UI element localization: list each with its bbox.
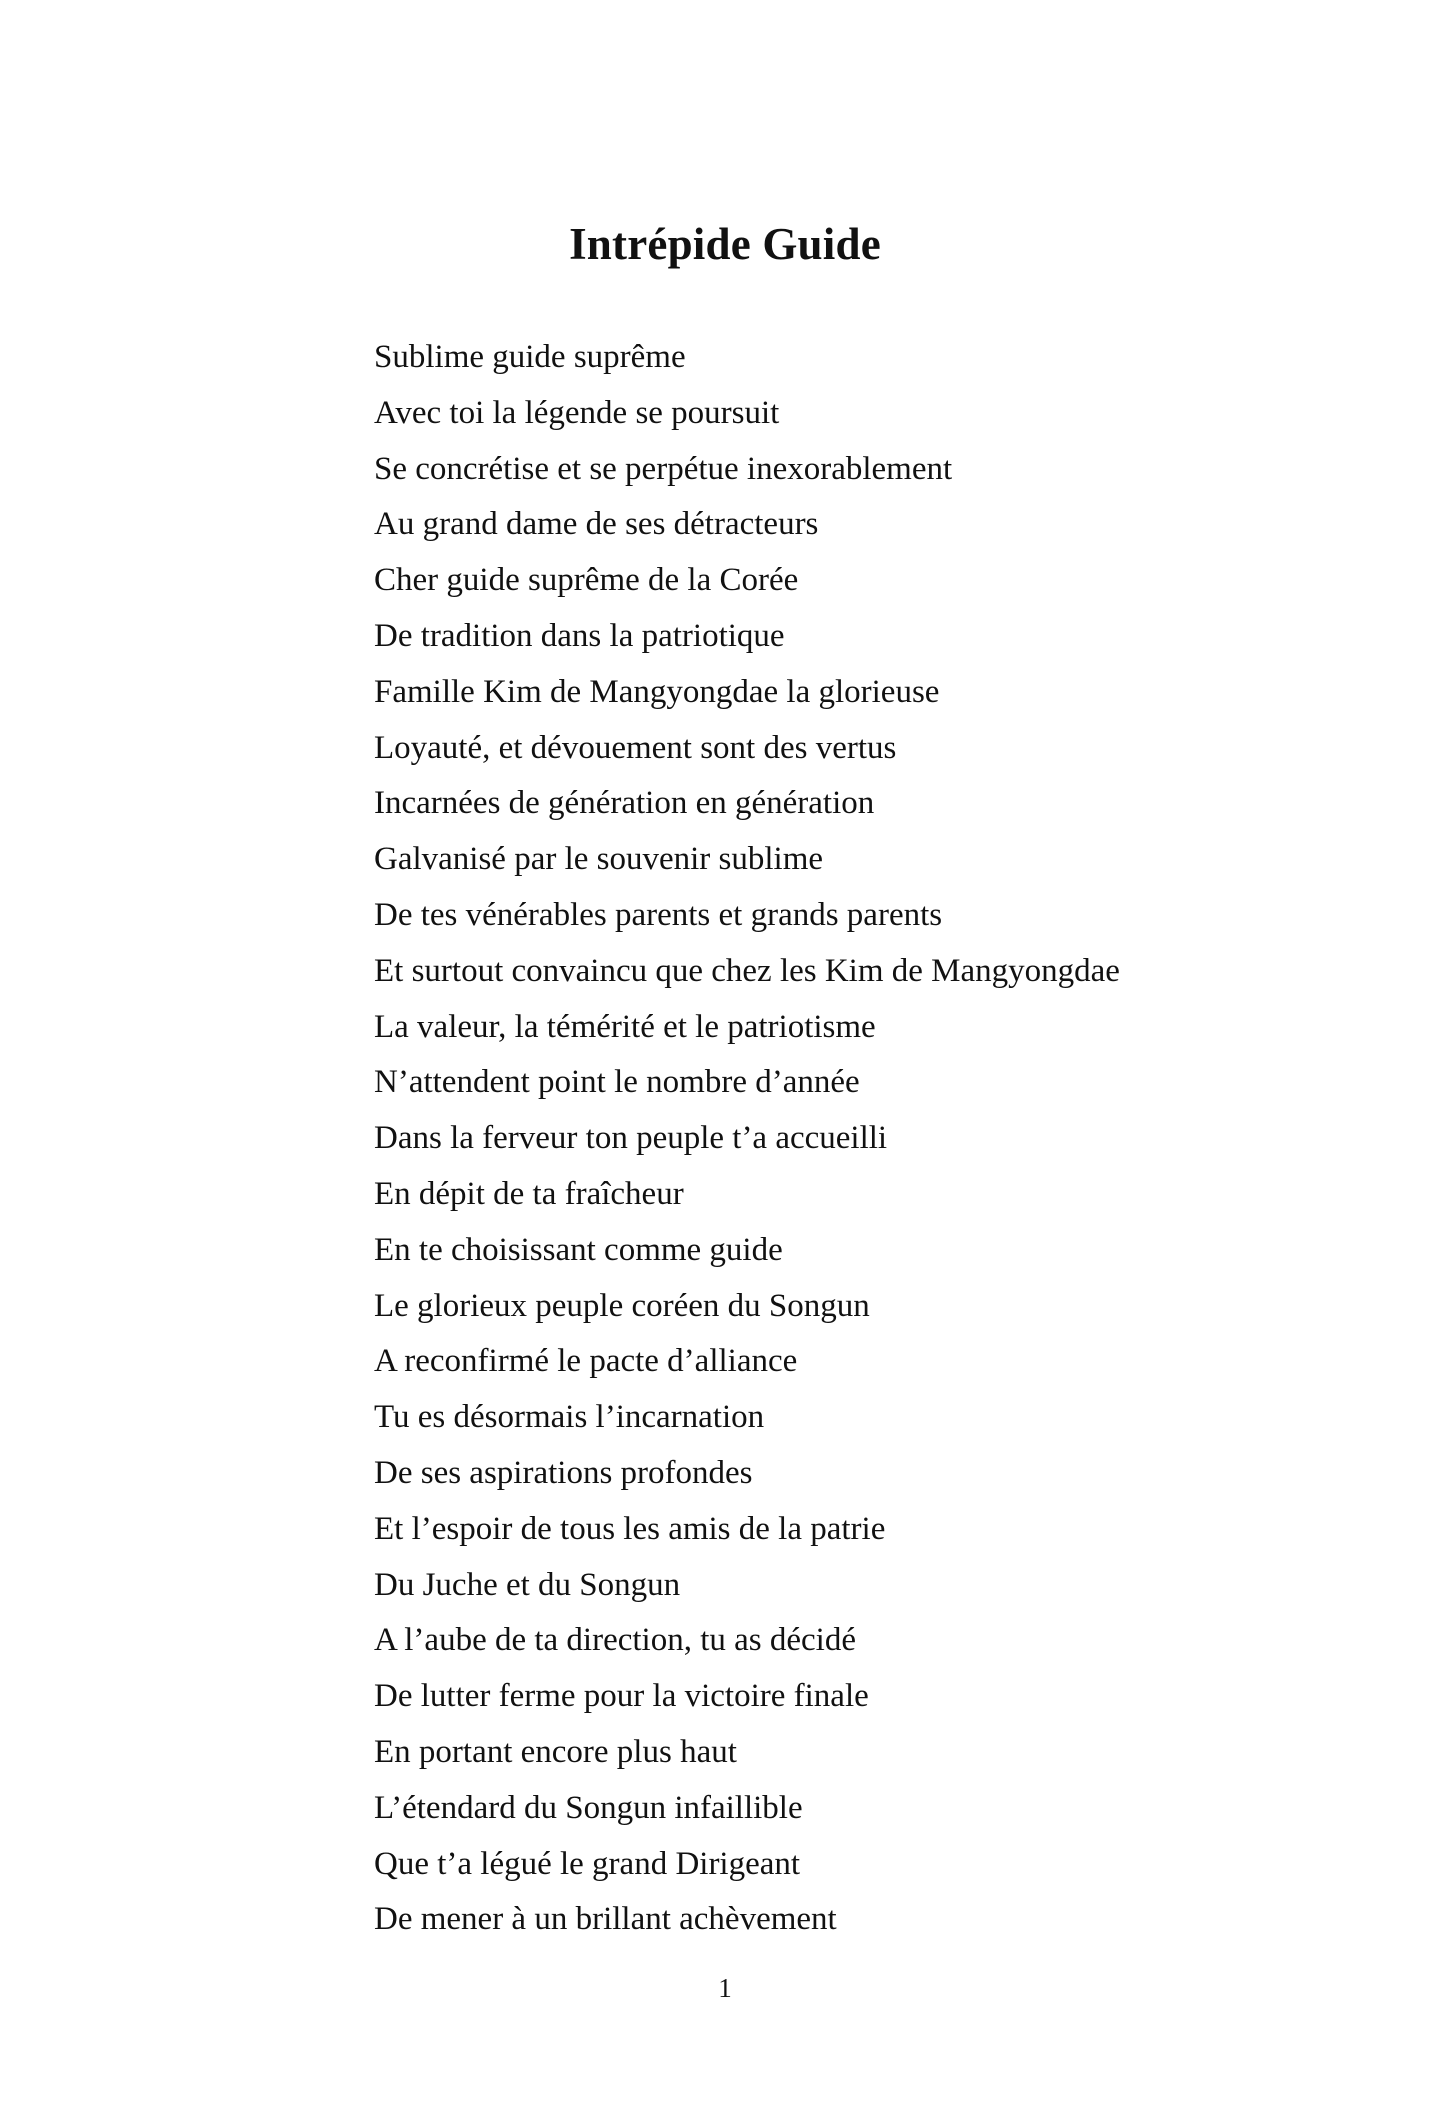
poem-line: De tradition dans la patriotique bbox=[374, 617, 785, 654]
poem-line: Le glorieux peuple coréen du Songun bbox=[374, 1287, 870, 1324]
poem-line: N’attendent point le nombre d’année bbox=[374, 1064, 860, 1101]
poem-line: Cher guide suprême de la Corée bbox=[374, 562, 799, 599]
poem-line: Loyauté, et dévouement sont des vertus bbox=[374, 729, 897, 766]
poem-line: A l’aube de ta direction, tu as décidé bbox=[374, 1622, 856, 1659]
poem-line: Dans la ferveur ton peuple t’a accueilli bbox=[374, 1120, 888, 1157]
page-number: 1 bbox=[718, 1973, 732, 2003]
poem-line: Avec toi la légende se poursuit bbox=[374, 394, 780, 431]
poem-line: Tu es désormais l’incarnation bbox=[374, 1399, 765, 1436]
poem-line: Du Juche et du Songun bbox=[374, 1566, 681, 1603]
poem-line: Incarnées de génération en génération bbox=[374, 785, 875, 822]
poem-line: De tes vénérables parents et grands parents bbox=[374, 896, 943, 933]
poem-line: L’étendard du Songun infaillible bbox=[374, 1789, 803, 1826]
poem-line: La valeur, la témérité et le patriotisme bbox=[374, 1008, 876, 1045]
poem-line: Se concrétise et se perpétue inexorablement bbox=[374, 450, 953, 487]
poem-line: Sublime guide suprême bbox=[374, 339, 686, 375]
poem-line: Et l’espoir de tous les amis de la patrie bbox=[374, 1510, 886, 1547]
poem-line: En dépit de ta fraîcheur bbox=[374, 1175, 684, 1212]
poem-line: A reconfirmé le pacte d’alliance bbox=[374, 1343, 798, 1380]
poem-line: En portant encore plus haut bbox=[374, 1733, 737, 1770]
poem-title: Intrépide Guide bbox=[569, 219, 881, 269]
poem-line: En te choisissant comme guide bbox=[374, 1231, 783, 1268]
poem-line: Et surtout convaincu que chez les Kim de Mangyongdae bbox=[374, 952, 1120, 989]
poem-line: De ses aspirations profondes bbox=[374, 1454, 753, 1491]
poem-line: Que t’a légué le grand Dirigeant bbox=[374, 1845, 801, 1882]
poem-line: De mener à un brillant achèvement bbox=[374, 1901, 837, 1938]
poem-line: De lutter ferme pour la victoire finale bbox=[374, 1678, 869, 1715]
poem-line: Galvanisé par le souvenir sublime bbox=[374, 841, 824, 878]
poem-line: Au grand dame de ses détracteurs bbox=[374, 506, 819, 543]
poem-line: Famille Kim de Mangyongdae la glorieuse bbox=[374, 673, 940, 710]
poem-body bbox=[374, 330, 1120, 1948]
